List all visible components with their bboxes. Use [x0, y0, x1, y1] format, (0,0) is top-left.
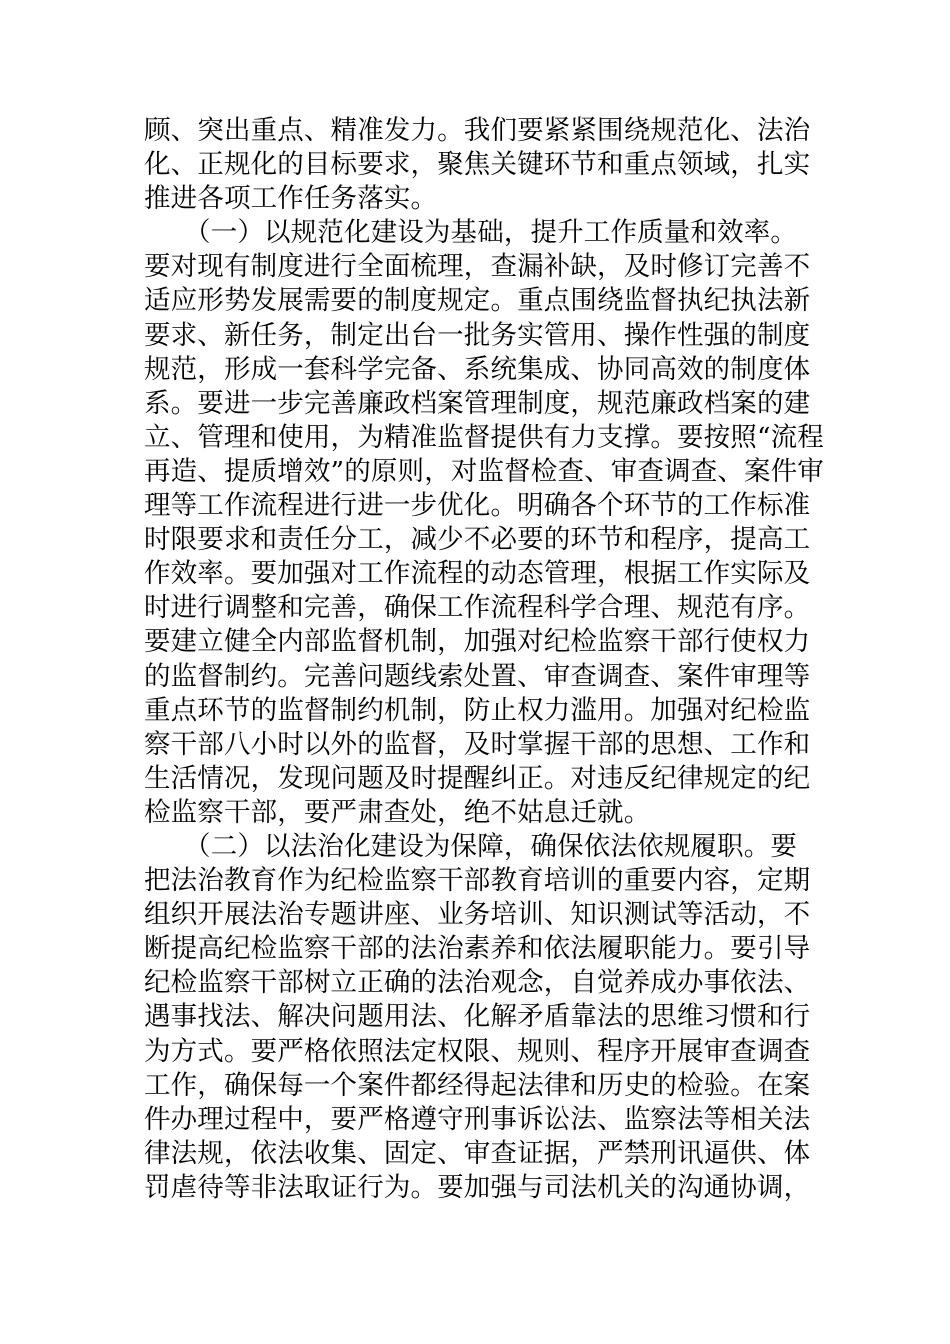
text-line: 推进各项工作任务落实。	[144, 183, 438, 215]
text-line: 时进行调整和完善，确保工作流程科学合理、规范有序。	[144, 592, 811, 624]
text-line: 检监察干部，要严肃查处，绝不姑息迁就。	[144, 796, 651, 828]
section-heading-line: （二）以法治化建设为保障，确保依法依规履职。要	[144, 830, 797, 862]
text-line: 断提高纪检监察干部的法治素养和依法履职能力。要引导	[144, 933, 811, 965]
text-line: 律法规，依法收集、固定、审查证据，严禁刑讯逼供、体	[144, 1137, 811, 1169]
text-line: 要对现有制度进行全面梳理，查漏补缺，及时修订完善不	[144, 251, 811, 283]
text-line: 重点环节的监督制约机制，防止权力滥用。加强对纪检监	[144, 694, 811, 726]
text-line: 再造、提质增效”的原则，对监督检查、审查调查、案件审	[144, 455, 824, 487]
text-line: 作效率。要加强对工作流程的动态管理，根据工作实际及	[144, 558, 811, 590]
text-line: 纪检监察干部树立正确的法治观念，自觉养成办事依法、	[144, 967, 811, 999]
text-line: 为方式。要严格依照法定权限、规则、程序开展审查调查	[144, 1035, 811, 1067]
text-line: 要建立健全内部监督机制，加强对纪检监察干部行使权力	[144, 626, 811, 658]
text-line: 化、正规化的目标要求，聚焦关键环节和重点领域，扎实	[144, 149, 811, 181]
text-line: 罚虐待等非法取证行为。要加强与司法机关的沟通协调，	[144, 1171, 811, 1203]
text-line: 工作，确保每一个案件都经得起法律和历史的检验。在案	[144, 1069, 811, 1101]
text-line: 生活情况，发现问题及时提醒纠正。对违反纪律规定的纪	[144, 762, 811, 794]
text-line: 顾、突出重点、精准发力。我们要紧紧围绕规范化、法治	[144, 115, 811, 146]
text-line: 适应形势发展需要的制度规定。重点围绕监督执纪执法新	[144, 285, 811, 317]
document-body-text	[144, 114, 824, 1205]
text-line: 规范，形成一套科学完备、系统集成、协同高效的制度体	[144, 353, 811, 385]
text-line: 遇事找法、解决问题用法、化解矛盾靠法的思维习惯和行	[144, 1001, 811, 1033]
text-line: 系。要进一步完善廉政档案管理制度，规范廉政档案的建	[144, 387, 811, 419]
text-line: 理等工作流程进行进一步优化。明确各个环节的工作标准	[144, 490, 811, 522]
text-line: 立、管理和使用，为精准监督提供有力支撑。要按照“流程	[144, 421, 824, 453]
text-line: 察干部八小时以外的监督，及时掌握干部的思想、工作和	[144, 728, 811, 760]
text-line: 时限要求和责任分工，减少不必要的环节和程序，提高工	[144, 524, 811, 556]
text-line: 要求、新任务，制定出台一批务实管用、操作性强的制度	[144, 319, 811, 351]
text-line: 把法治教育作为纪检监察干部教育培训的重要内容，定期	[144, 865, 811, 897]
text-line: 组织开展法治专题讲座、业务培训、知识测试等活动，不	[144, 899, 811, 931]
text-line: 件办理过程中，要严格遵守刑事诉讼法、监察法等相关法	[144, 1103, 811, 1135]
section-heading-line: （一）以规范化建设为基础，提升工作质量和效率。	[144, 217, 797, 249]
text-line: 的监督制约。完善问题线索处置、审查调查、案件审理等	[144, 660, 811, 692]
